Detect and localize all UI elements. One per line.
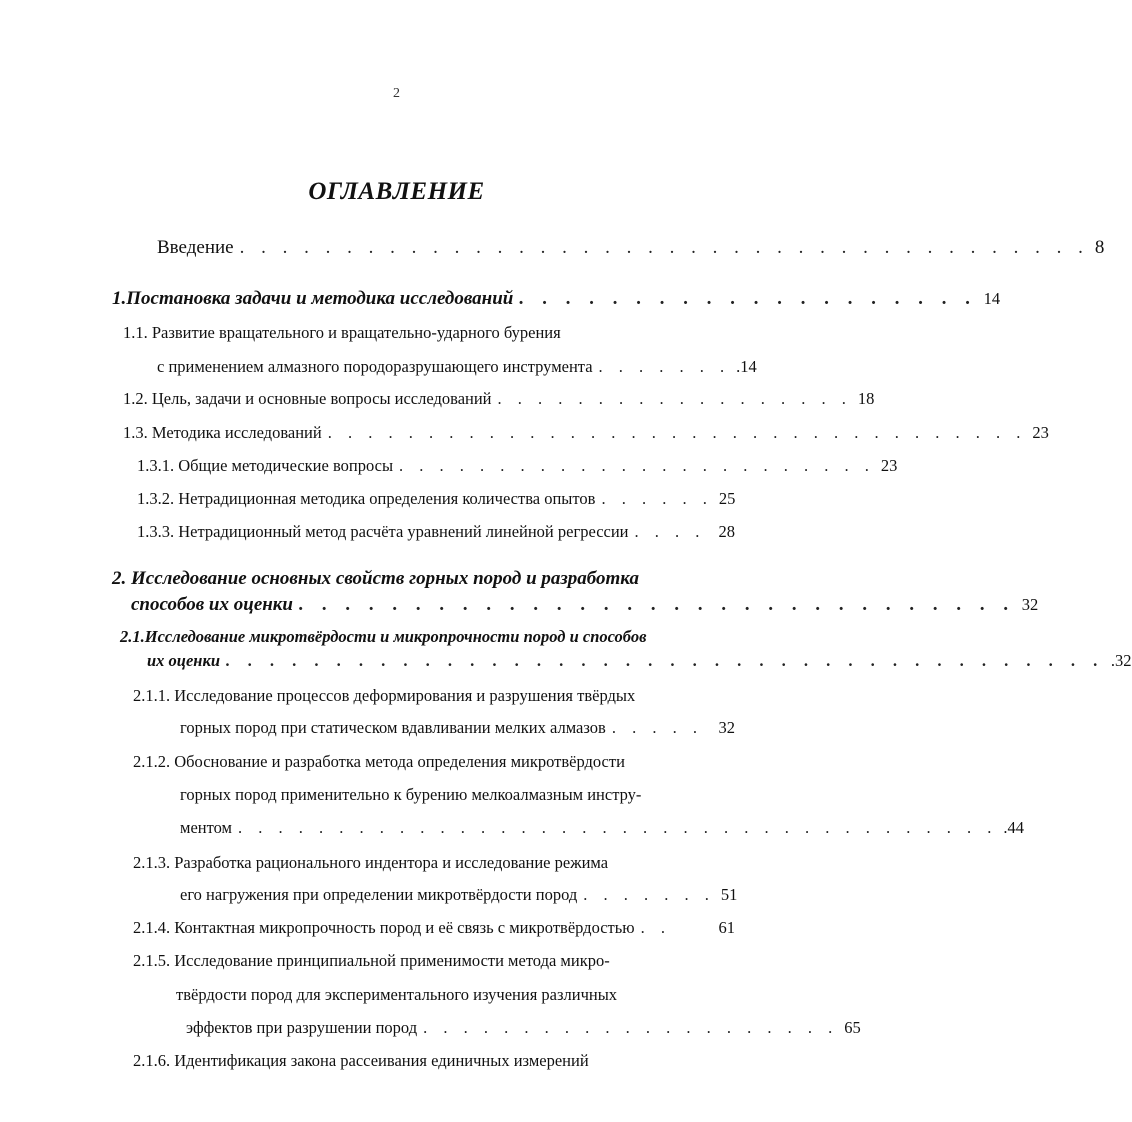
toc-entry-text: горных пород при статическом вдавливании мелких алмазов <box>180 718 606 737</box>
toc-entry-1-2 <box>123 389 875 409</box>
toc-entry-text: 1.3.1. Общие методические вопросы <box>137 456 394 475</box>
toc-entry-text: 1.3.3. Нетрадиционный метод расчёта уравнений линейной регрессии <box>137 522 629 541</box>
toc-leader: . . . . . . . <box>598 357 731 376</box>
toc-entry-text: эффектов при разрушении пород <box>186 1018 418 1037</box>
toc-entry-2-1-5-line1: 2.1.5. Исследование принципиальной применимости метода микро- <box>133 951 610 970</box>
toc-entry-2-1 <box>147 651 1132 671</box>
toc-entry-2-1-2 <box>180 818 1024 838</box>
toc-entry-2-1-2-line2: горных пород применительно к бурению мелкоалмазным инстру- <box>180 785 642 804</box>
toc-chapter-2 <box>131 593 1039 617</box>
toc-entry-1-3-2 <box>137 489 735 509</box>
toc-entry-2-1-6-line1: 2.1.6. Идентификация закона рассеивания единичных измерений <box>133 1051 589 1070</box>
toc-entry-2-1-2-line1: 2.1.2. Обоснование и разработка метода определения микротвёрдости <box>133 752 625 771</box>
toc-leader: . . . . . . . . . . . . . . . . . . <box>497 389 852 408</box>
toc-leader: . . . . . . . . . . . . . . . . . . . . . . . . . . . . . . . . . . . . . . <box>237 818 998 837</box>
toc-entry-text: ментом <box>180 818 232 837</box>
toc-page-number: 25 <box>718 489 736 508</box>
toc-leader: . . . . . . . . . . . . . . . . . . . . . . . . <box>399 456 875 475</box>
toc-page-number: 14 <box>983 289 1001 308</box>
toc-entry-1-3 <box>123 423 1049 443</box>
page-title: ОГЛАВЛЕНИЕ <box>308 178 485 205</box>
toc-page-number: 23 <box>880 456 898 475</box>
toc-entry-2-1-line1: 2.1.Исследование микротвёрдости и микропрочности пород и способов <box>120 627 647 646</box>
toc-entry-2-1-1-line1: 2.1.1. Исследование процессов деформирования и разрушения твёрдых <box>133 686 636 705</box>
toc-leader: . . . . . . . . . . . . . . . . . . . . <box>519 288 978 309</box>
toc-page-number: 18 <box>857 389 875 408</box>
toc-entry-text: 2.1.4. Контактная микропрочность пород и её связь с микротвёрдостью <box>133 918 635 937</box>
toc-chapter-2-line1: 2. Исследование основных свойств горных пород и разработка <box>112 568 639 589</box>
toc-page-number: 32 <box>718 718 735 737</box>
toc-entry-text: его нагружения при определении микротвёрдости пород <box>180 885 578 904</box>
toc-leader: . . . . . . . . . . . . . . . . . . . . . <box>423 1018 839 1037</box>
toc-entry-2-1-4 <box>133 918 735 938</box>
toc-page-number: 51 <box>720 885 738 904</box>
toc-entry-intro <box>157 236 1105 260</box>
toc-entry-text: их оценки <box>147 651 221 670</box>
toc-leader: . . . . . . . . . . . . . . . . . . . . . . . . . . . . . . . . . . . <box>327 423 1027 442</box>
toc-entry-1-3-1 <box>137 456 898 476</box>
toc-entry-1-1 <box>157 357 757 377</box>
toc-page-number: .32 <box>1110 651 1132 670</box>
toc-entry-2-1-3-line1: 2.1.3. Разработка рационального индентора и исследование режима <box>133 853 609 872</box>
page-number: 2 <box>393 86 400 101</box>
toc-entry-text: 1.3.2. Нетрадиционная методика определения количества опытов <box>137 489 596 508</box>
toc-page-number: 32 <box>1021 595 1039 614</box>
toc-entry-2-1-5 <box>186 1018 861 1038</box>
toc-page-number: 23 <box>1032 423 1049 442</box>
toc-page-number: 65 <box>844 1018 861 1037</box>
toc-page-number: 61 <box>718 918 735 937</box>
toc-entry-2-1-5-line2: твёрдости пород для экспериментального изучения различных <box>176 985 618 1004</box>
toc-entry-text: 1.Постановка задачи и методика исследований <box>112 288 514 309</box>
toc-leader: . . . . <box>634 522 706 541</box>
toc-chapter-1 <box>112 287 1001 311</box>
toc-page-number: 28 <box>718 522 735 541</box>
toc-leader: . . . . . . . <box>583 885 715 904</box>
toc-entry-1-1-line1: 1.1. Развитие вращательного и вращательно-ударного бурения <box>123 323 561 342</box>
toc-entry-2-1-3 <box>180 885 738 905</box>
toc-entry-2-1-1 <box>180 718 735 738</box>
toc-entry-text: способов их оценки <box>131 594 293 615</box>
toc-leader: . . . . . . . . . . . . . . . . . . . . . . . . . . . . . . . <box>299 594 1016 615</box>
toc-leader: . . <box>640 918 671 937</box>
toc-leader: . . . . . . . . . . . . . . . . . . . . . . . . . . . . . . . . . . . . . . . . <box>239 237 1089 258</box>
toc-entry-text: 1.2. Цель, задачи и основные вопросы исследований <box>123 389 492 408</box>
toc-page-number: .14 <box>736 357 757 376</box>
toc-entry-text: 1.3. Методика исследований <box>123 423 322 442</box>
toc-leader: . . . . . . <box>601 489 713 508</box>
toc-entry-1-3-3 <box>137 522 735 542</box>
toc-leader: . . . . . <box>611 718 703 737</box>
toc-entry-text: с применением алмазного породоразрушающего инструмента <box>157 357 593 376</box>
toc-page-number: 8 <box>1094 237 1105 258</box>
toc-page-number: .44 <box>1003 818 1024 837</box>
toc-entry-text: Введение <box>157 237 234 258</box>
toc-leader: . . . . . . . . . . . . . . . . . . . . . . . . . . . . . . . . . . . . . . . . <box>226 651 1105 670</box>
